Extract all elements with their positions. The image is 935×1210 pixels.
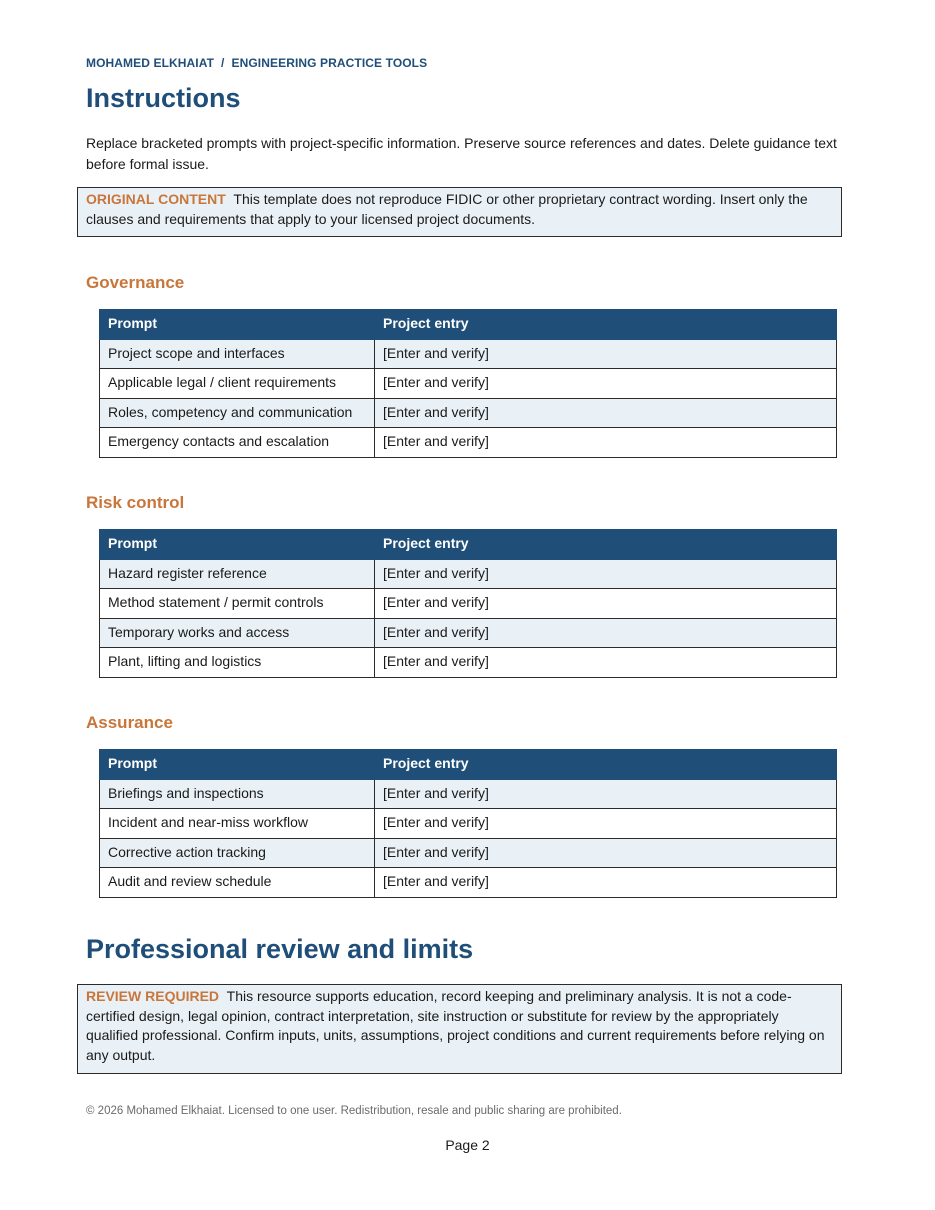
callout-text: This resource supports education, record keeping and preliminary analysis. It is not a code-certified design, legal opinion, contract interpretation, site instruction or substitute for review by the appropriately qualified professional. Confirm inputs, units, assumptions, project conditions and current requirements before relying on any output. (86, 988, 825, 1063)
callout-tag: REVIEW REQUIRED (86, 988, 220, 1004)
review-title: Professional review and limits (86, 934, 474, 964)
table-row (100, 648, 837, 678)
governance-heading: Governance (86, 273, 185, 292)
breadcrumb-series: ENGINEERING PRACTICE TOOLS (231, 56, 428, 70)
table-header-row (100, 750, 837, 780)
table-row (100, 809, 837, 839)
assurance-table (99, 749, 837, 898)
column-header-entry: Project entry (375, 750, 837, 780)
breadcrumb (86, 56, 427, 70)
prompt-cell: Incident and near-miss workflow (100, 809, 375, 839)
prompt-cell: Hazard register reference (100, 559, 375, 589)
prompt-cell: Corrective action tracking (100, 838, 375, 868)
prompt-cell: Applicable legal / client requirements (100, 369, 375, 399)
column-header-entry: Project entry (375, 310, 837, 340)
copyright-notice: © 2026 Mohamed Elkhaiat. Licensed to one user. Redistribution, resale and public sharing are prohibited. (86, 1105, 622, 1117)
callout-tag: ORIGINAL CONTENT (86, 191, 226, 207)
table-row (100, 559, 837, 589)
original-content-callout (77, 187, 842, 237)
entry-cell[interactable]: [Enter and verify] (375, 838, 837, 868)
table-row (100, 369, 837, 399)
column-header-prompt: Prompt (100, 310, 375, 340)
prompt-cell: Project scope and interfaces (100, 339, 375, 369)
callout-text: This template does not reproduce FIDIC or other proprietary contract wording. Insert only the clauses and requirements that apply to your licensed project documents. (86, 191, 808, 227)
risk-control-table (99, 529, 837, 678)
prompt-cell: Emergency contacts and escalation (100, 428, 375, 458)
table-row (100, 398, 837, 428)
prompt-cell: Roles, competency and communication (100, 398, 375, 428)
governance-table (99, 309, 837, 458)
entry-cell[interactable]: [Enter and verify] (375, 369, 837, 399)
column-header-prompt: Prompt (100, 530, 375, 560)
entry-cell[interactable]: [Enter and verify] (375, 559, 837, 589)
entry-cell[interactable]: [Enter and verify] (375, 398, 837, 428)
entry-cell[interactable]: [Enter and verify] (375, 339, 837, 369)
risk-control-heading: Risk control (86, 493, 185, 512)
entry-cell[interactable]: [Enter and verify] (375, 779, 837, 809)
column-header-entry: Project entry (375, 530, 837, 560)
table-row (100, 339, 837, 369)
page-number: Page 2 (445, 1137, 490, 1153)
entry-cell[interactable]: [Enter and verify] (375, 428, 837, 458)
breadcrumb-separator: / (221, 56, 225, 70)
instructions-title: Instructions (86, 83, 241, 113)
prompt-cell: Method statement / permit controls (100, 589, 375, 619)
prompt-cell: Temporary works and access (100, 618, 375, 648)
table-header-row (100, 530, 837, 560)
table-row (100, 838, 837, 868)
entry-cell[interactable]: [Enter and verify] (375, 589, 837, 619)
table-row (100, 868, 837, 898)
entry-cell[interactable]: [Enter and verify] (375, 809, 837, 839)
breadcrumb-author: MOHAMED ELKHAIAT (86, 56, 215, 70)
table-row (100, 589, 837, 619)
instructions-intro: Replace bracketed prompts with project-specific information. Preserve source references and dates. Delete guidance text before formal issue. (86, 135, 837, 172)
entry-cell[interactable]: [Enter and verify] (375, 648, 837, 678)
entry-cell[interactable]: [Enter and verify] (375, 618, 837, 648)
prompt-cell: Audit and review schedule (100, 868, 375, 898)
prompt-cell: Plant, lifting and logistics (100, 648, 375, 678)
table-row (100, 779, 837, 809)
table-row (100, 428, 837, 458)
column-header-prompt: Prompt (100, 750, 375, 780)
review-required-callout (77, 984, 842, 1074)
entry-cell[interactable]: [Enter and verify] (375, 868, 837, 898)
table-header-row (100, 310, 837, 340)
table-row (100, 618, 837, 648)
prompt-cell: Briefings and inspections (100, 779, 375, 809)
assurance-heading: Assurance (86, 713, 173, 732)
